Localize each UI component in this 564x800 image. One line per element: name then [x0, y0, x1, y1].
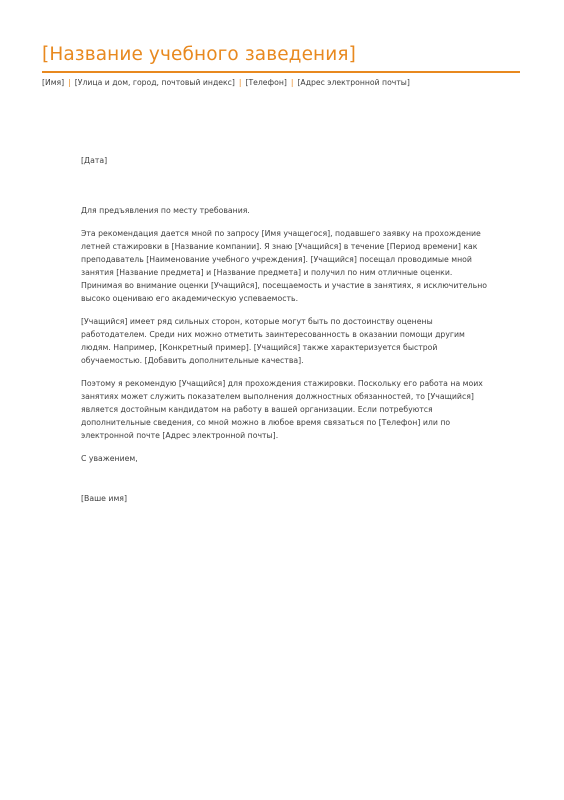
contact-address: [Улица и дом, город, почтовый индекс] — [74, 78, 235, 87]
institution-name: [Название учебного заведения] — [42, 44, 356, 65]
contact-phone: [Телефон] — [245, 78, 287, 87]
letter-body — [81, 154, 487, 505]
letter-salutation: Для предъявления по месту требования. — [81, 206, 250, 215]
letter-closing: С уважением, — [81, 454, 138, 463]
contact-separator: | — [68, 78, 71, 87]
contact-separator: | — [290, 78, 294, 87]
letter-paragraph: Эта рекомендация дается мной по запросу [Имя учащегося], подавшего заявку на прохождение летней стажировки в [Название компании]. Я знаю [Учащийся] в течение [Период времени] как преподаватель [Наименование учебного учреждения]. [Учащийся] посещал проводимые мной занятия [Название предмета] и [Название предмета] и получил по ним отличные оценки. Принимая во внимание оценки [Учащийся], посещаемость и участие в занятиях, я исключительно высоко оцениваю его академическую успеваемость. — [81, 229, 488, 303]
contact-separator: | — [238, 78, 242, 87]
letter-paragraph: Поэтому я рекомендую [Учащийся] для прохождения стажировки. Поскольку его работа на моих занятиях может служить показателем выполнения должностных обязанностей, то [Учащийся] является достойным кандидатом на работу в вашей организации. Если потребуются дополнительные сведения, со мной можно в любое время связаться по [Телефон] или по электронной почте [Адрес электронной почты]. — [81, 379, 483, 440]
letter-signature: [Ваше имя] — [81, 494, 127, 503]
contact-email: [Адрес электронной почты] — [297, 78, 410, 87]
header-rule — [42, 71, 520, 73]
contact-name: [Имя] — [42, 78, 65, 87]
letter-paragraph: [Учащийся] имеет ряд сильных сторон, которые могут быть по достоинству оценены работодателем. Среди них можно отметить заинтересованность в оказании помощи другим людям. Например, [Конкретный пример]. [Учащийся] также характеризуется быстрой обучаемостью. [Добавить дополнительные качества]. — [81, 317, 465, 365]
letterhead — [42, 44, 520, 88]
letter-date: [Дата] — [81, 156, 108, 165]
contact-line — [42, 77, 520, 88]
